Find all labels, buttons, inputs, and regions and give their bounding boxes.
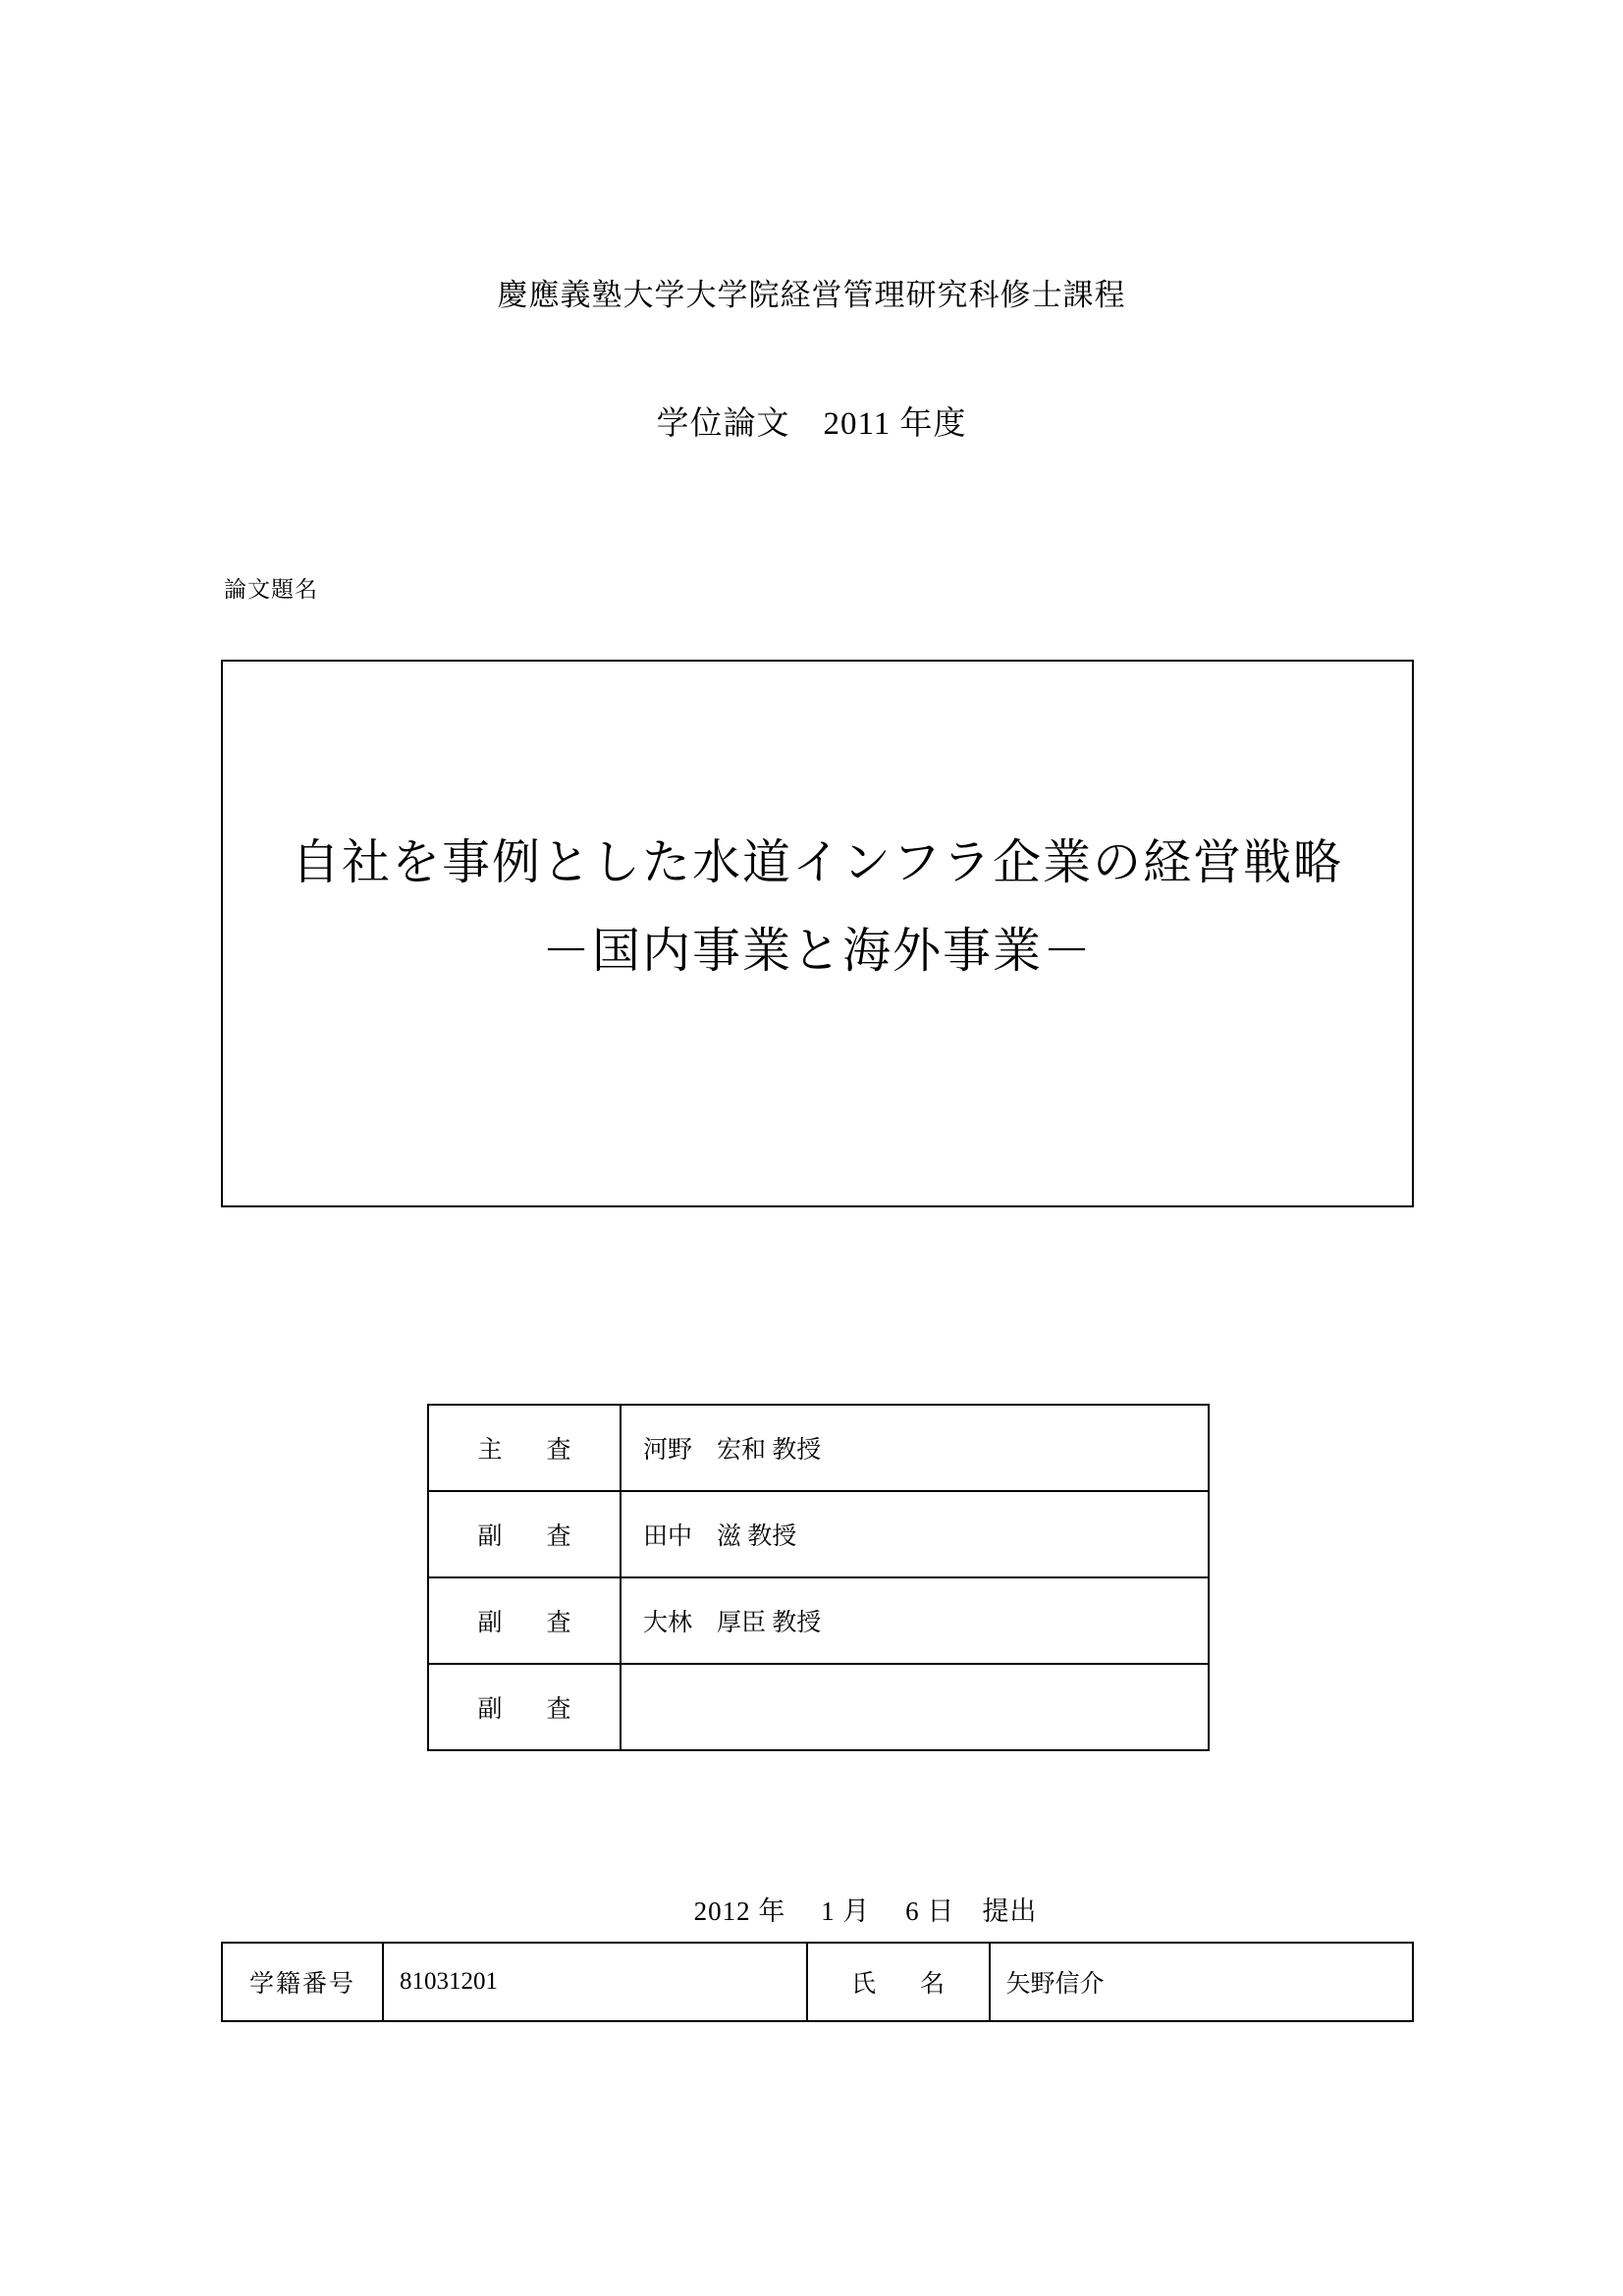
thesis-title-label: 論文題名 (224, 577, 318, 602)
examiner-role-3: 副 査 (428, 1664, 621, 1750)
examiner-role-1: 副 査 (428, 1491, 621, 1577)
examiner-name-0: 河野 宏和 教授 (621, 1405, 1209, 1491)
examiner-role-2: 副 査 (428, 1577, 621, 1664)
degree-year-line: 学位論文 2011 年度 (656, 406, 967, 442)
student-name-value: 矢野信介 (990, 1943, 1414, 2021)
examiner-role-0: 主 査 (428, 1405, 621, 1491)
submission-date: 2012 年 1 月 6 日 提出 (693, 1896, 1038, 1926)
table-row (428, 1405, 1209, 1491)
student-id-value: 81031201 (383, 1943, 807, 2021)
thesis-title-box (221, 660, 1414, 1207)
examiner-name-1: 田中 滋 教授 (621, 1491, 1209, 1577)
student-id-label: 学籍番号 (222, 1943, 383, 2021)
table-row (428, 1577, 1209, 1664)
student-name-label: 氏 名 (807, 1943, 990, 2021)
student-info-table (221, 1942, 1414, 2022)
examiner-name-2: 大林 厚臣 教授 (621, 1577, 1209, 1664)
thesis-title-line-2: －国内事業と海外事業－ (541, 923, 1093, 978)
table-row (428, 1664, 1209, 1750)
university-line: 慶應義塾大学大学院経営管理研究科修士課程 (497, 278, 1126, 312)
thesis-title-inner (223, 827, 1412, 987)
table-row (222, 1943, 1413, 2021)
table-row (428, 1491, 1209, 1577)
thesis-title-line-1: 自社を事例とした水道インフラ企業の経営戦略 (291, 835, 1343, 889)
examiner-name-3 (621, 1664, 1209, 1750)
examiners-table (427, 1404, 1210, 1751)
